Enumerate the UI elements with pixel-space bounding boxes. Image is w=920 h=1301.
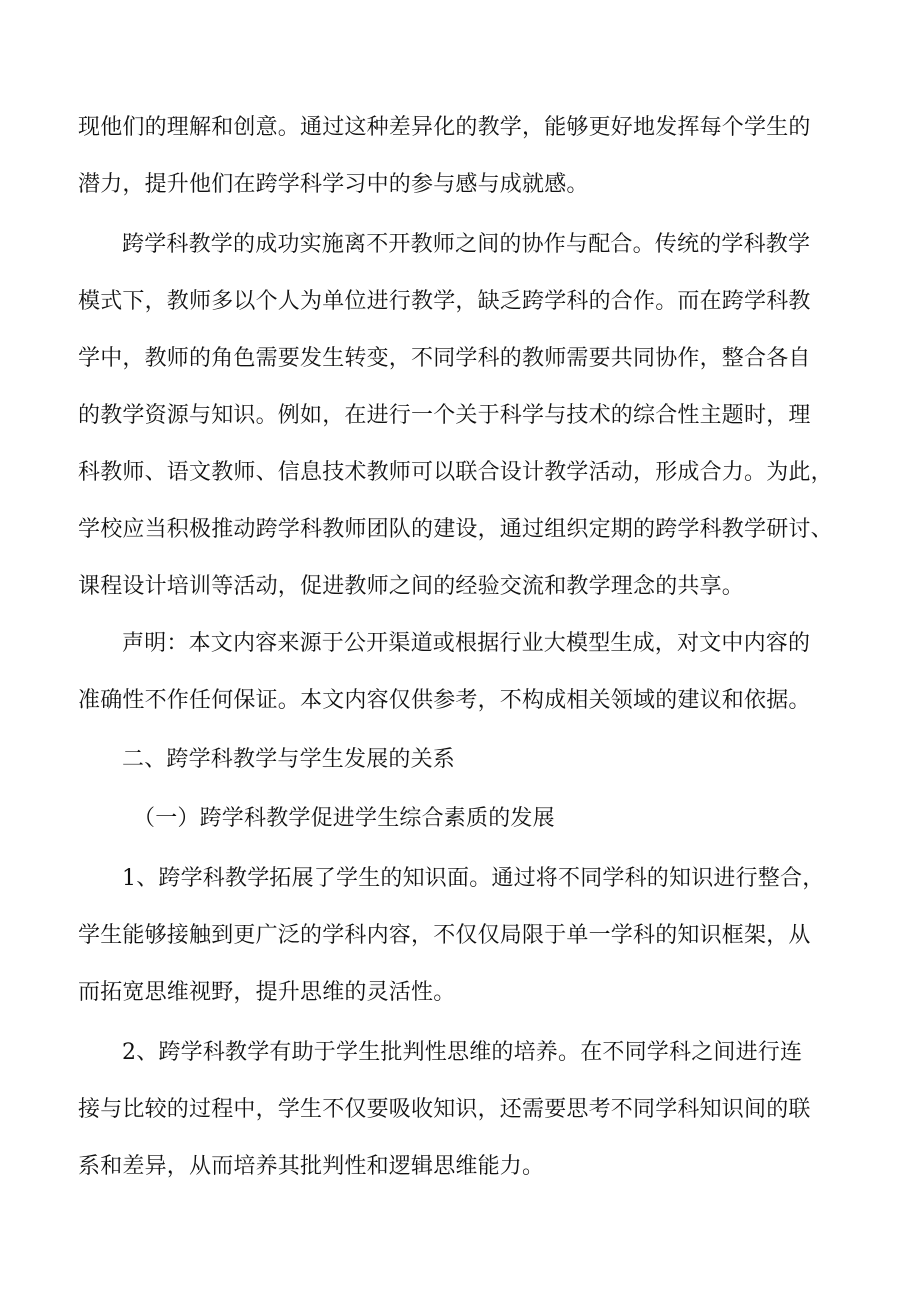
text-line: 学中，教师的角色需要发生转变，不同学科的教师需要共同协作，整合各自 (78, 346, 811, 371)
list-item-line: 1、跨学科教学拓展了学生的知识面。通过将不同学科的知识进行整合， (122, 866, 825, 891)
text-line: 课程设计培训等活动，促进教师之间的经验交流和教学理念的共享。 (78, 574, 745, 599)
disclaimer-line: 声明：本文内容来源于公开渠道或根据行业大模型生成，对文中内容的 (122, 631, 811, 656)
text-line: 潜力，提升他们在跨学科学习中的参与感与成就感。 (78, 172, 589, 197)
disclaimer-line: 准确性不作任何保证。本文内容仅供参考，不构成相关领域的建议和依据。 (78, 688, 811, 713)
list-item-line: 2、跨学科教学有助于学生批判性思维的培养。在不同学科之间进行连 (122, 1040, 803, 1065)
text-line: 现他们的理解和创意。通过这种差异化的教学，能够更好地发挥每个学生的 (78, 115, 811, 140)
subsection-heading: （一）跨学科教学促进学生综合素质的发展 (133, 806, 555, 831)
text-line: 跨学科教学的成功实施离不开教师之间的协作与配合。传统的学科教学 (122, 232, 811, 257)
list-item-line: 学生能够接触到更广泛的学科内容，不仅仅局限于单一学科的知识框架，从 (78, 923, 811, 948)
list-item-line: 系和差异，从而培养其批判性和逻辑思维能力。 (78, 1154, 545, 1179)
section-heading: 二、跨学科教学与学生发展的关系 (122, 747, 456, 772)
text-line: 学校应当积极推动跨学科教师团队的建设，通过组织定期的跨学科教学研讨、 (78, 517, 833, 542)
text-line: 科教师、语文教师、信息技术教师可以联合设计教学活动，形成合力。为此， (78, 460, 833, 485)
list-item-line: 而拓宽思维视野，提升思维的灵活性。 (78, 980, 456, 1005)
text-line: 模式下，教师多以个人为单位进行教学，缺乏跨学科的合作。而在跨学科教 (78, 289, 811, 314)
text-line: 的教学资源与知识。例如，在进行一个关于科学与技术的综合性主题时，理 (78, 403, 811, 428)
list-item-line: 接与比较的过程中，学生不仅要吸收知识，还需要思考不同学科知识间的联 (78, 1097, 811, 1122)
